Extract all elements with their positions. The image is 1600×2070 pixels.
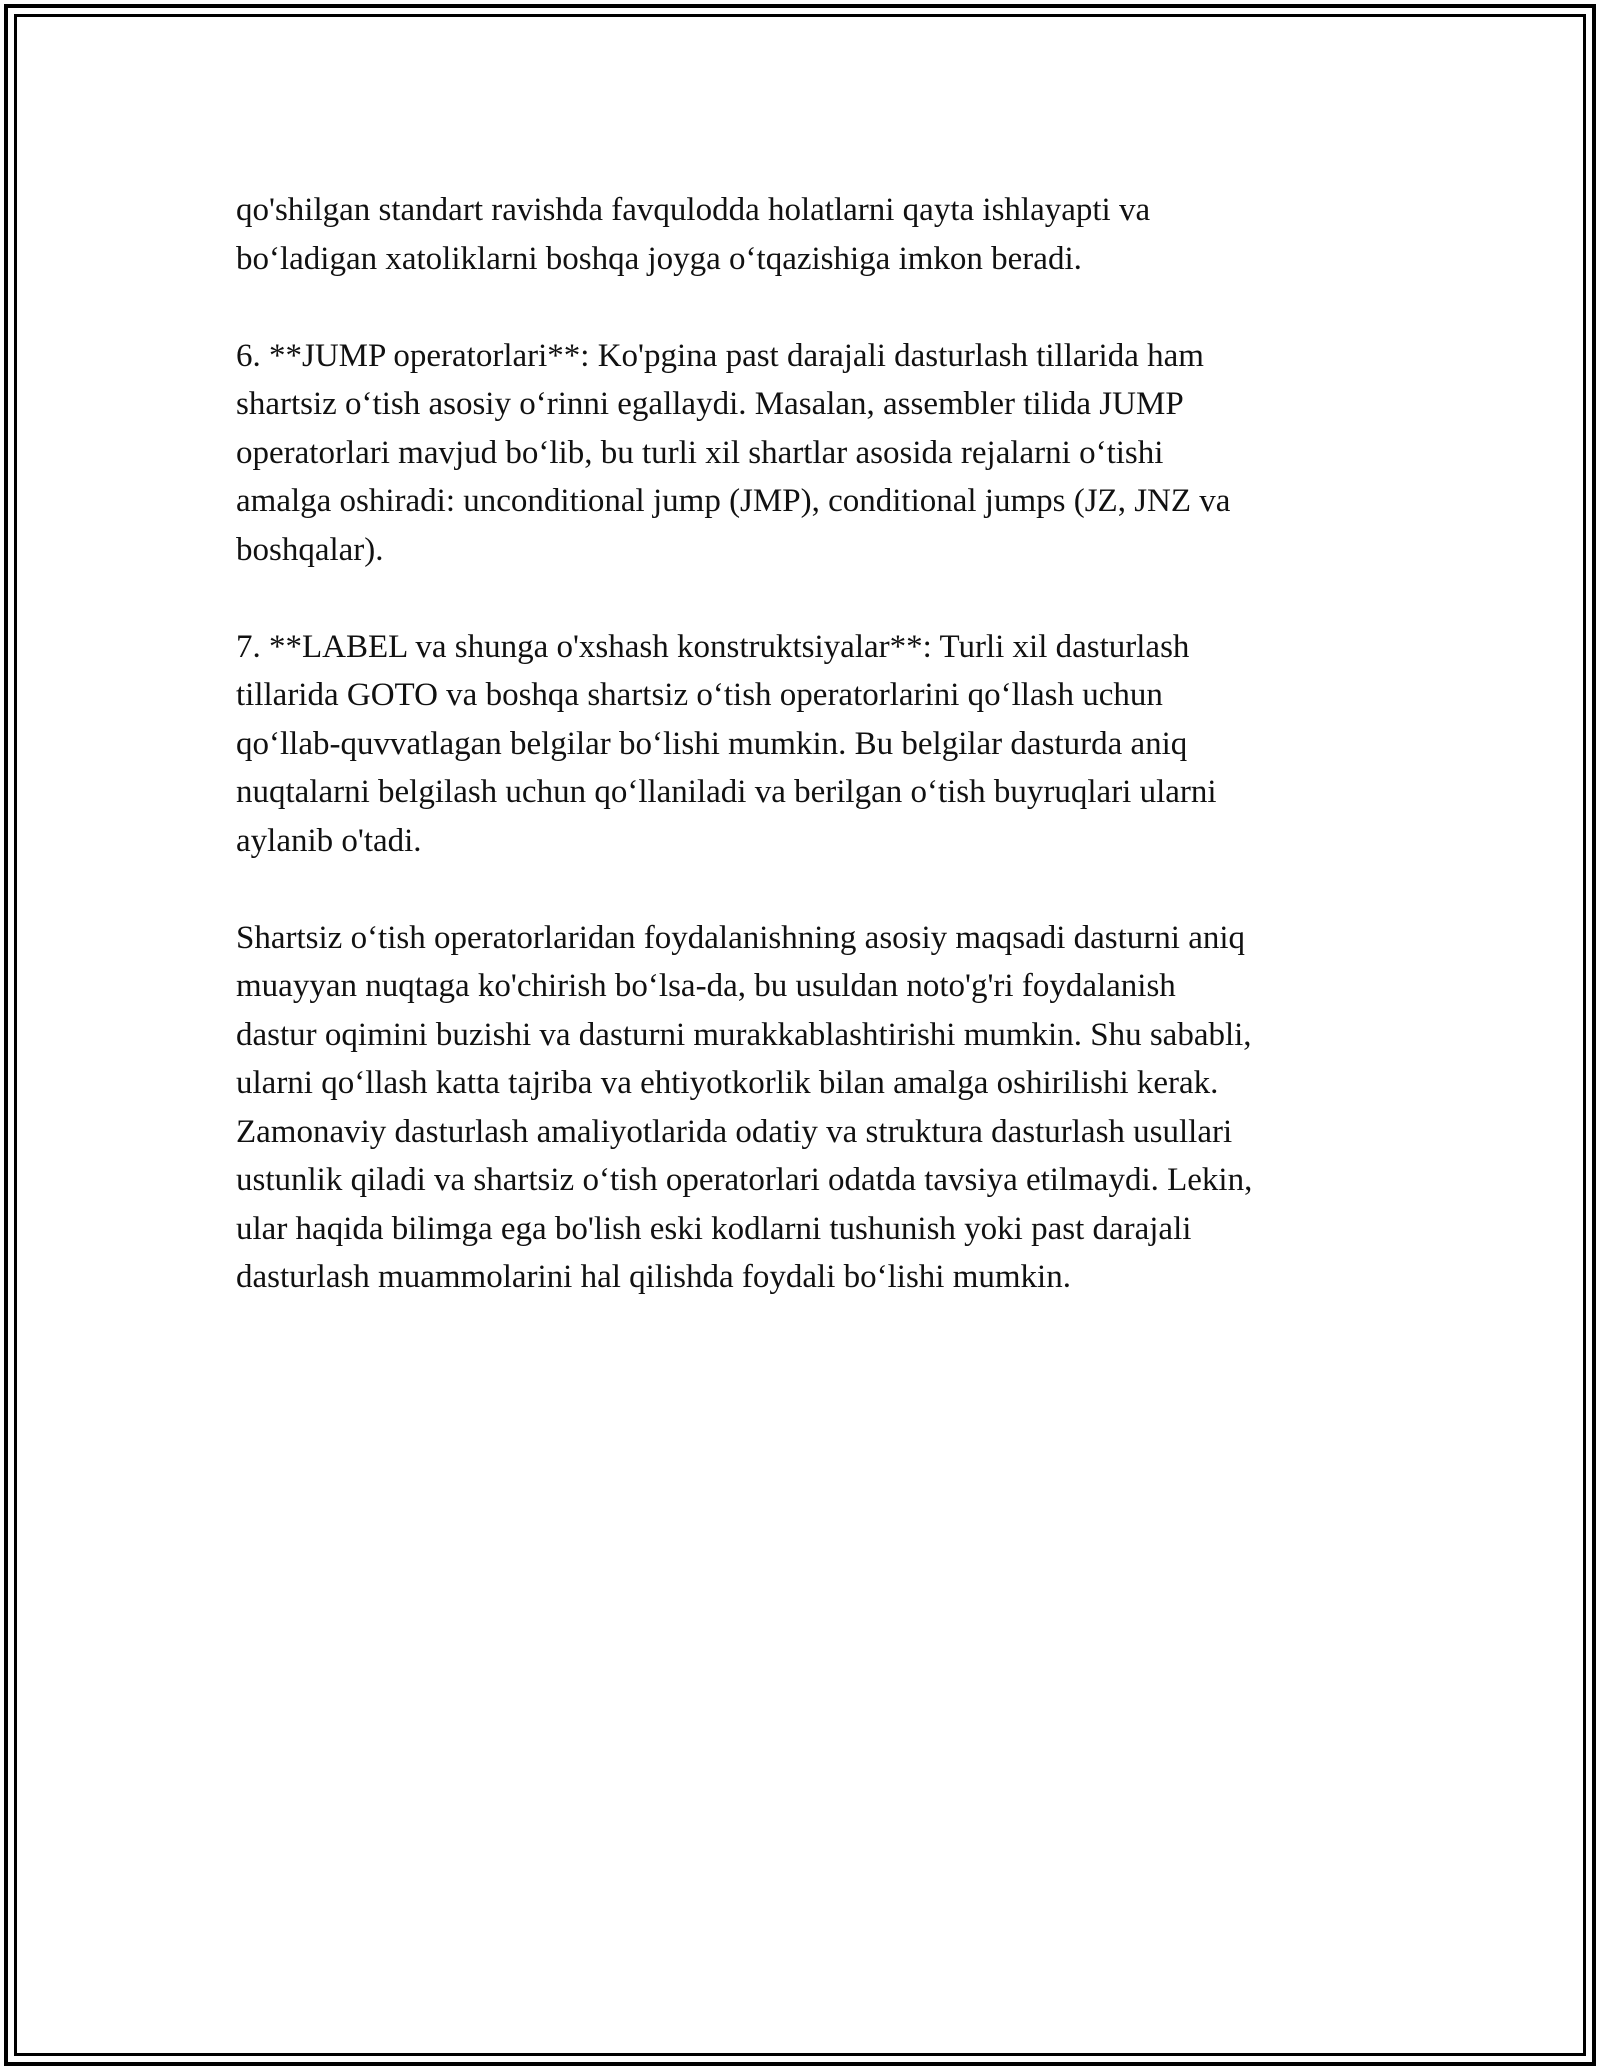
paragraph-conclusion [236,914,1376,1302]
text-line: ularni qo‘llash katta tajriba va ehtiyotkorlik bilan amalga oshirilishi kerak. [236,1065,1219,1101]
text-line: qo‘llab-quvvatlagan belgilar bo‘lishi mumkin. Bu belgilar dasturda aniq [236,725,1188,762]
text-line: muayyan nuqtaga ko'chirish bo‘lsa-da, bu usuldan noto'g'ri foydalanish [236,968,1176,1004]
paragraph-continuation [236,186,1376,283]
text-line: boshqalar). [236,531,384,568]
text-line: shartsiz o‘tish asosiy o‘rinni egallaydi. Masalan, assembler tilida JUMP [236,386,1184,422]
text-line: aylanib o'tadi. [236,822,422,859]
text-line: 6. **JUMP operatorlari**: Ko'pgina past darajali dasturlash tillarida ham [236,337,1204,374]
text-line: dastur oqimini buzishi va dasturni murakkablashtirishi mumkin. Shu sababli, [236,1016,1252,1053]
text-line: 7. **LABEL va shunga o'xshash konstruktsiyalar**: Turli xil dasturlash [236,628,1190,665]
paragraph-jump-operators [236,332,1376,575]
text-line: dasturlash muammolarini hal qilishda foydali bo‘lishi mumkin. [236,1259,1071,1295]
text-line: nuqtalarni belgilash uchun qo‘llaniladi va berilgan o‘tish buyruqlari ularni [236,774,1217,810]
text-line: qo'shilgan standart ravishda favqulodda holatlarni qayta ishlayapti va [236,192,1151,228]
paragraph-label-constructs [236,623,1376,866]
document-body [236,186,1376,1350]
text-line: operatorlari mavjud bo‘lib, bu turli xil shartlar asosida rejalarni o‘tishi [236,434,1164,471]
text-line: ular haqida bilimga ega bo'lish eski kodlarni tushunish yoki past darajali [236,1210,1192,1247]
text-line: Zamonaviy dasturlash amaliyotlarida odatiy va struktura dasturlash usullari [236,1113,1233,1150]
text-line: bo‘ladigan xatoliklarni boshqa joyga o‘tqazishiga imkon beradi. [236,240,1082,277]
text-line: ustunlik qiladi va shartsiz o‘tish operatorlari odatda tavsiya etilmaydi. Lekin, [236,1162,1253,1198]
text-line: tillarida GOTO va boshqa shartsiz o‘tish operatorlarini qo‘llash uchun [236,677,1163,713]
text-line: Shartsiz o‘tish operatorlaridan foydalanishning asosiy maqsadi dasturni aniq [236,919,1246,956]
text-line: amalga oshiradi: unconditional jump (JMP), conditional jumps (JZ, JNZ va [236,483,1231,519]
